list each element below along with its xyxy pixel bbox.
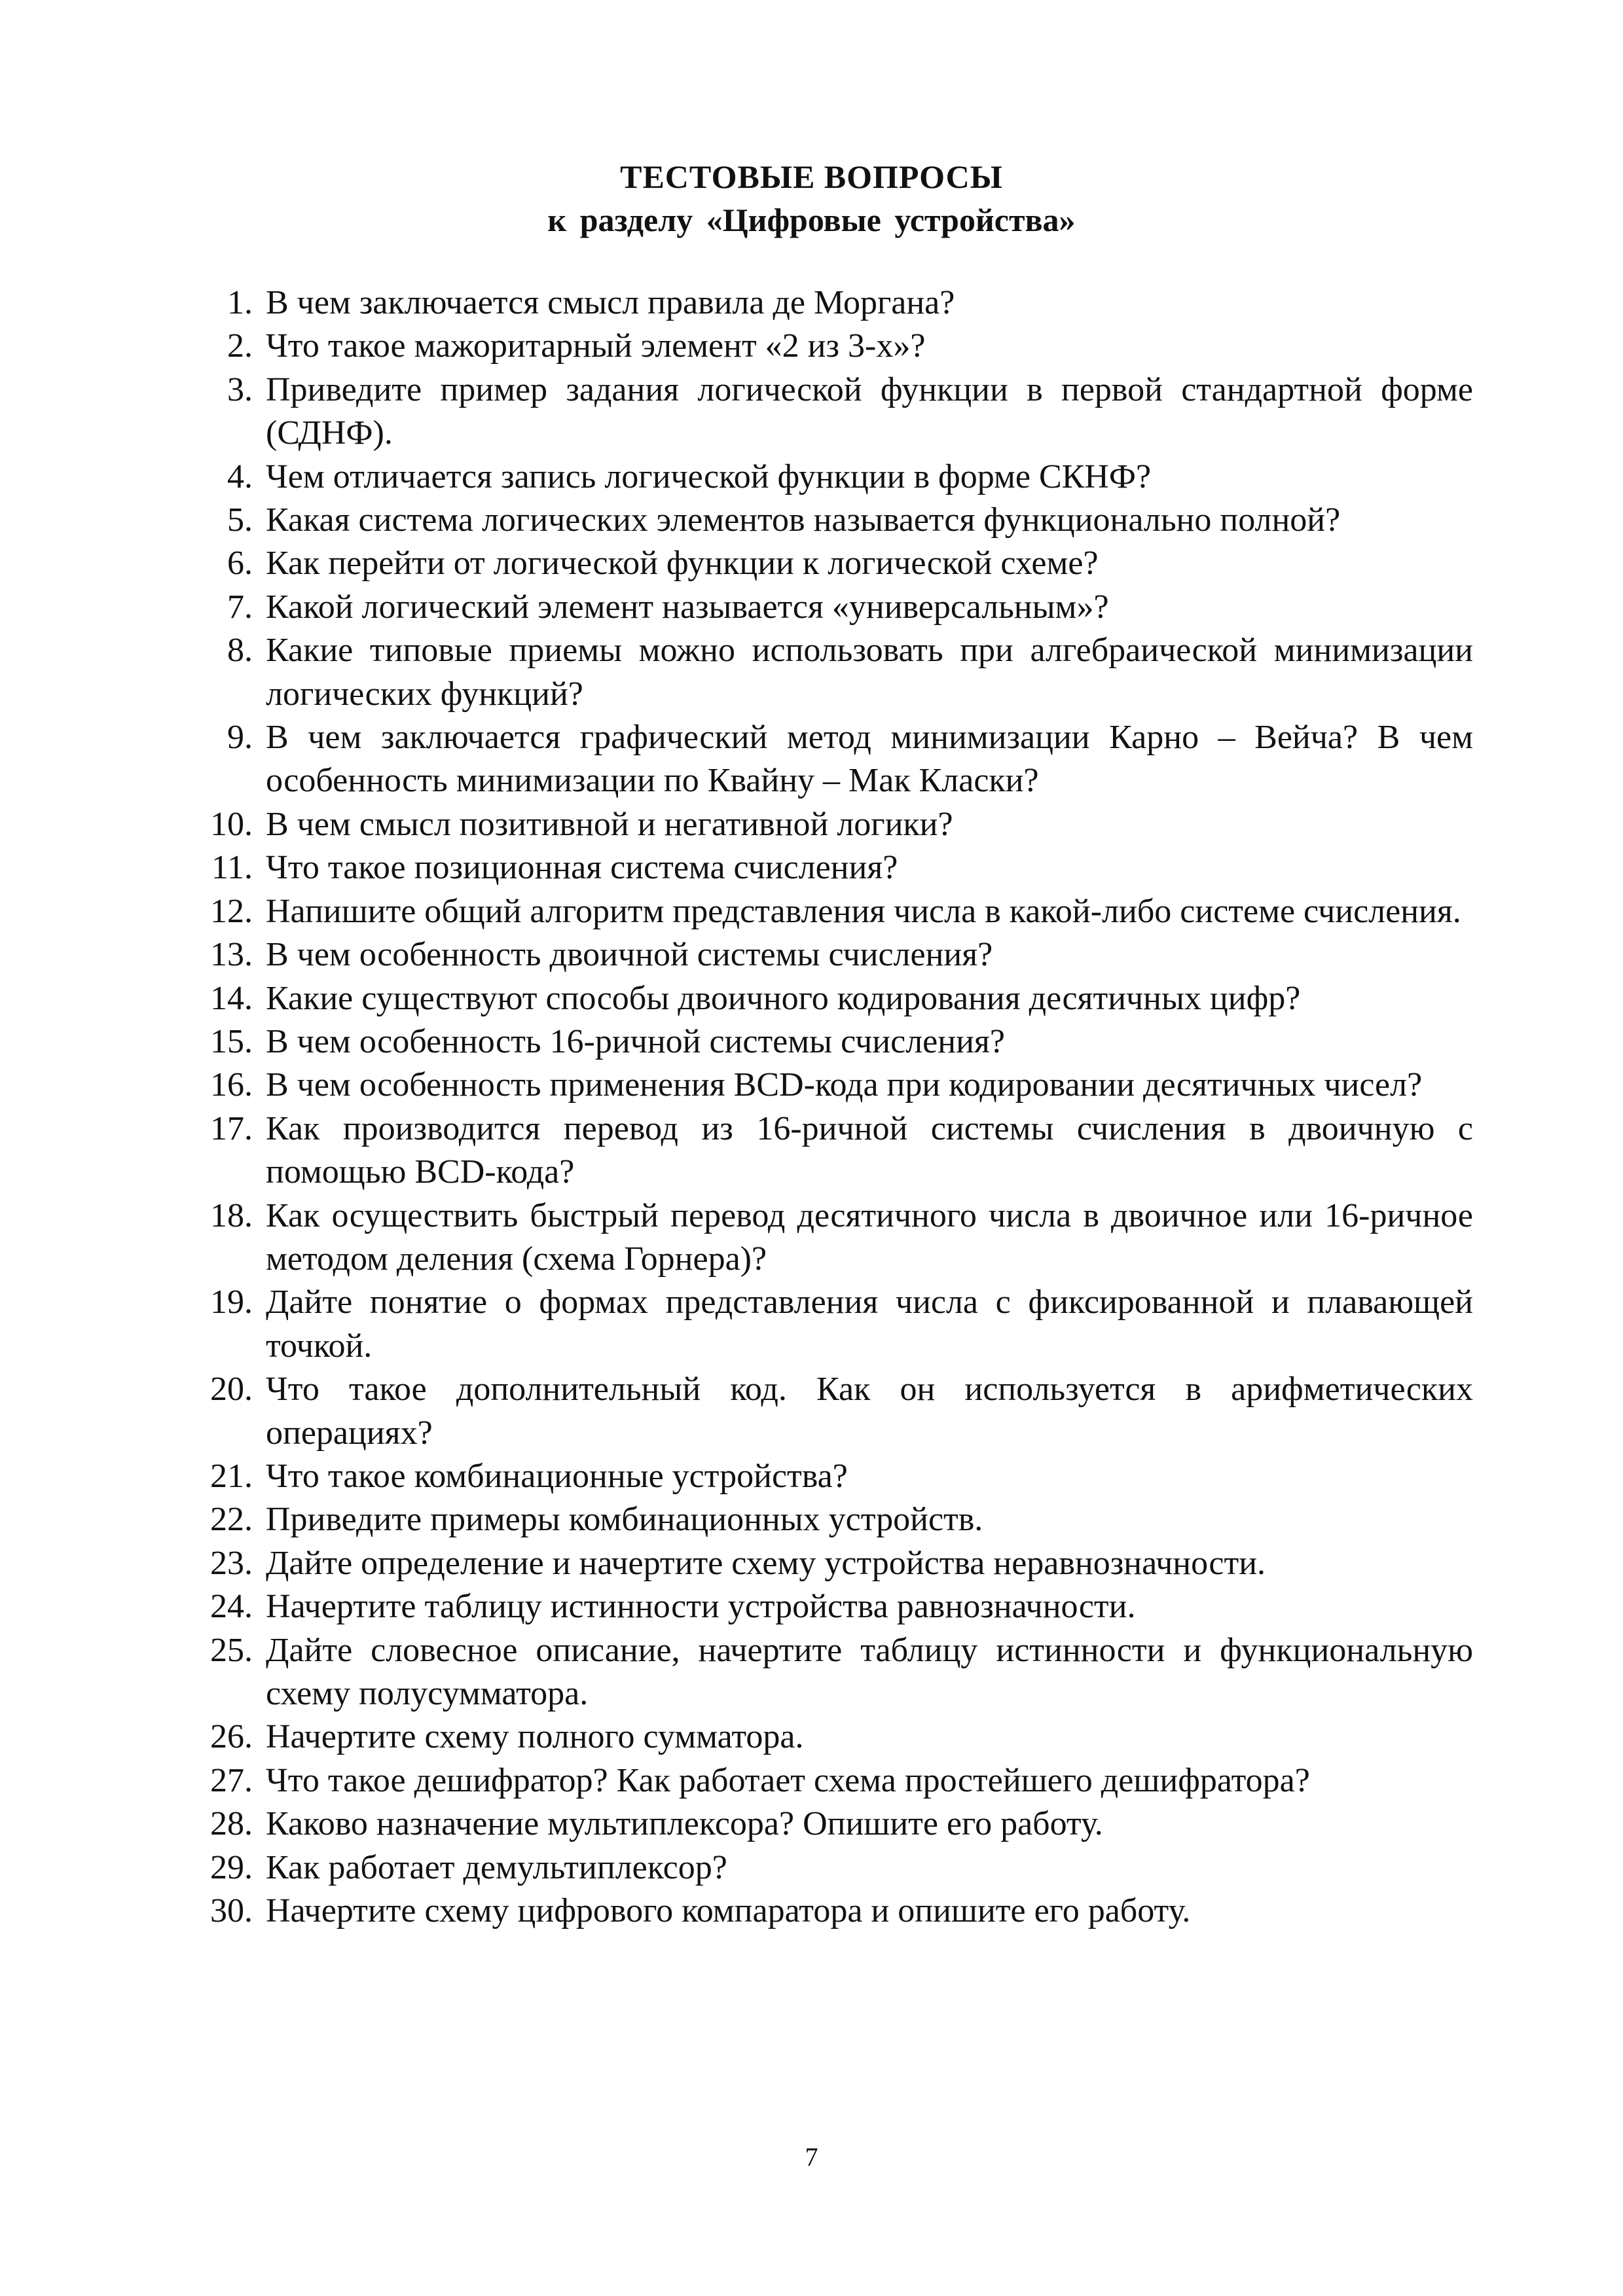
question-number: 5.: [227, 501, 253, 539]
question-number: 2.: [227, 327, 253, 365]
question-item: [191, 933, 1473, 977]
question-number: 23.: [210, 1544, 253, 1582]
question-number: 4.: [227, 457, 253, 495]
question-number: 28.: [210, 1805, 253, 1843]
question-number: 14.: [210, 979, 253, 1017]
question-number: 12.: [210, 892, 253, 930]
question-number: 30.: [210, 1892, 253, 1930]
question-text: Чем отличается запись логической функции в форме СКНФ?: [266, 457, 1152, 495]
question-number: 16.: [210, 1066, 253, 1104]
page-number: 7: [805, 2142, 818, 2172]
question-item: [191, 1803, 1473, 1846]
question-number: 19.: [210, 1283, 253, 1321]
question-text: Какие типовые приемы можно использовать при алгебраической минимизации логических функций?: [266, 632, 1473, 713]
question-text: Как осуществить быстрый перевод десятичного числа в двоичное или 16-ричное методом деления (схема Горнера)?: [266, 1196, 1473, 1278]
question-number: 1.: [227, 284, 253, 321]
question-item: [191, 846, 1473, 889]
question-text: В чем особенность двоичной системы счисления?: [266, 936, 993, 974]
question-number: 29.: [210, 1848, 253, 1886]
question-list: [191, 281, 1473, 1933]
question-text: В чем особенность 16-ричной системы счисления?: [266, 1022, 1005, 1060]
question-item: [191, 499, 1473, 542]
question-item: [191, 586, 1473, 629]
question-text: Что такое позиционная система счисления?: [266, 849, 898, 887]
question-item: [191, 1846, 1473, 1890]
question-text: Начертите схему цифрового компаратора и опишите его работу.: [266, 1892, 1191, 1930]
question-item: [191, 542, 1473, 585]
question-item: [191, 1107, 1473, 1194]
question-number: 15.: [210, 1022, 253, 1060]
question-number: 13.: [210, 936, 253, 974]
question-text: В чем смысл позитивной и негативной логики?: [266, 805, 953, 843]
page-title: ТЕСТОВЫЕ ВОПРОСЫ: [620, 158, 1003, 195]
question-text: Какие существуют способы двоичного кодирования десятичных цифр?: [266, 979, 1301, 1017]
question-text: Приведите пример задания логической функции в первой стандартной форме (СДНФ).: [266, 370, 1473, 452]
question-text: В чем особенность применения BCD-кода при кодировании десятичных чисел?: [266, 1066, 1423, 1104]
question-text: Дайте словесное описание, начертите таблицу истинности и функциональную схему полусумматора.: [266, 1631, 1473, 1712]
question-item: [191, 1759, 1473, 1803]
question-item: [191, 281, 1473, 325]
question-number: 25.: [210, 1631, 253, 1669]
question-item: [191, 456, 1473, 499]
question-text: Напишите общий алгоритм представления числа в какой-либо системе счисления.: [266, 892, 1461, 930]
question-item: [191, 1715, 1473, 1759]
question-item: [191, 890, 1473, 933]
question-text: Как перейти от логической функции к логической схеме?: [266, 545, 1099, 583]
question-text: Что такое дополнительный код. Как он используется в арифметических операциях?: [266, 1371, 1473, 1452]
question-item: [191, 1542, 1473, 1585]
question-item: [191, 1498, 1473, 1541]
question-text: В чем заключается смысл правила де Моргана?: [266, 284, 955, 321]
question-text: Начертите схему полного сумматора.: [266, 1718, 804, 1756]
question-text: Что такое дешифратор? Как работает схема простейшего дешифратора?: [266, 1761, 1310, 1799]
question-text: Дайте понятие о формах представления числа с фиксированной и плавающей точкой.: [266, 1283, 1473, 1365]
question-number: 7.: [227, 588, 253, 626]
page-subtitle: к разделу «Цифровые устройства»: [547, 202, 1076, 238]
question-item: [191, 1064, 1473, 1107]
question-item: [191, 1194, 1473, 1282]
question-text: Каково назначение мультиплексора? Опишите его работу.: [266, 1805, 1103, 1843]
question-number: 6.: [227, 545, 253, 583]
question-text: Какая система логических элементов называется функционально полной?: [266, 501, 1341, 539]
question-text: Какой логический элемент называется «универсальным»?: [266, 588, 1109, 626]
question-number: 3.: [227, 370, 253, 408]
question-text: Дайте определение и начертите схему устройства неравнозначности.: [266, 1544, 1266, 1582]
question-number: 26.: [210, 1718, 253, 1756]
question-text: Как работает демультиплексор?: [266, 1848, 727, 1886]
question-number: 20.: [210, 1371, 253, 1408]
question-item: [191, 1585, 1473, 1628]
question-number: 27.: [210, 1761, 253, 1799]
question-item: [191, 325, 1473, 368]
question-item: [191, 629, 1473, 716]
question-text: Приведите примеры комбинационных устройств.: [266, 1501, 983, 1539]
question-item: [191, 368, 1473, 456]
question-item: [191, 716, 1473, 803]
question-number: 22.: [210, 1501, 253, 1539]
question-number: 18.: [210, 1196, 253, 1234]
question-number: 8.: [227, 632, 253, 670]
question-item: [191, 1368, 1473, 1455]
question-text: Что такое комбинационные устройства?: [266, 1457, 848, 1495]
question-text: Что такое мажоритарный элемент «2 из 3-х»?: [266, 327, 926, 365]
question-number: 10.: [210, 805, 253, 843]
question-item: [191, 1629, 1473, 1716]
question-item: [191, 977, 1473, 1020]
question-text: В чем заключается графический метод минимизации Карно – Вейча? В чем особенность минимизации по Квайну – Мак Класки?: [266, 719, 1473, 800]
question-text: Как производится перевод из 16-ричной системы счисления в двоичную с помощью BCD-кода?: [266, 1109, 1473, 1191]
question-item: [191, 1890, 1473, 1933]
question-item: [191, 1455, 1473, 1498]
question-number: 9.: [227, 719, 253, 757]
question-item: [191, 1281, 1473, 1368]
question-number: 21.: [210, 1457, 253, 1495]
question-number: 24.: [210, 1588, 253, 1626]
question-item: [191, 1020, 1473, 1064]
question-number: 11.: [211, 849, 253, 887]
question-text: Начертите таблицу истинности устройства равнозначности.: [266, 1588, 1136, 1626]
question-item: [191, 803, 1473, 846]
question-number: 17.: [210, 1109, 253, 1147]
